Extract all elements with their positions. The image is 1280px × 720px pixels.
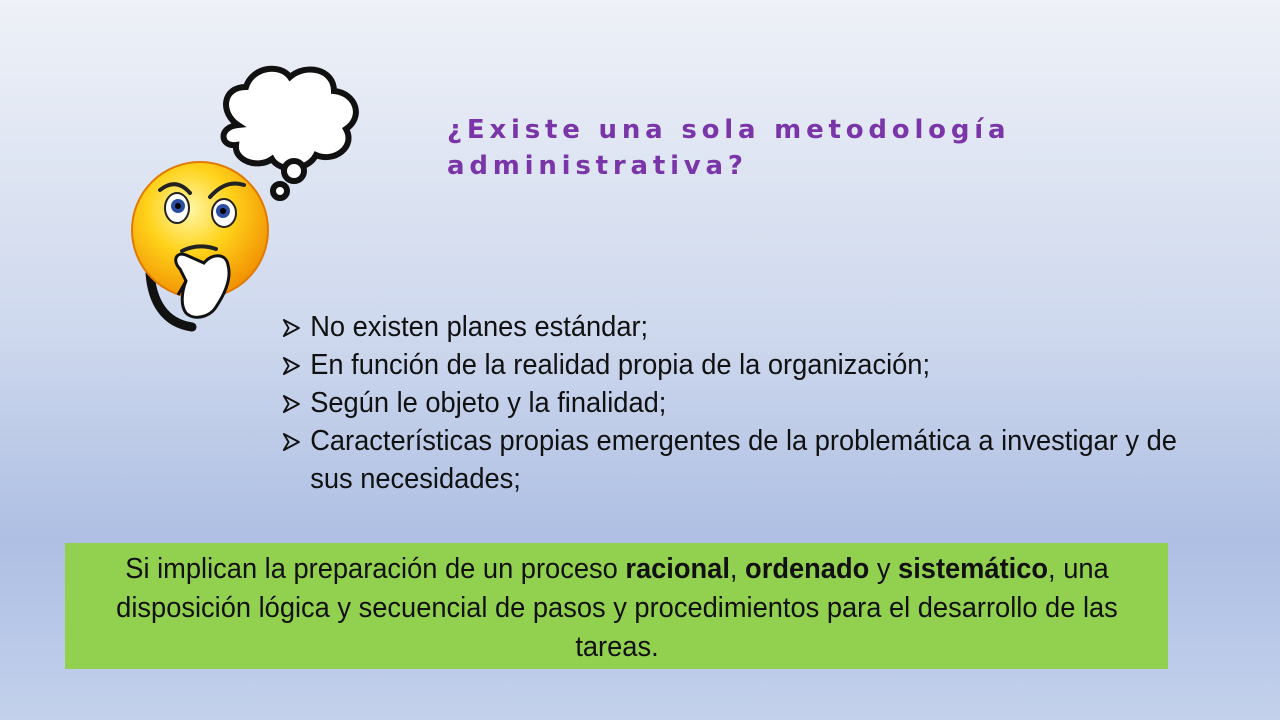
- smiley-face: [132, 162, 268, 327]
- bullet-text: En función de la realidad propia de la organización;: [310, 349, 931, 381]
- bullet-item: [282, 422, 1203, 498]
- hand-icon: [176, 254, 229, 317]
- highlight-text-part: , una disposición lógica y secuencial de pasos y procedimientos para el desarrollo de las tareas.: [116, 553, 1118, 663]
- slide-title-line-1: ¿Existe una sola metodología: [447, 115, 1011, 145]
- bullet-text: Según le objeto y la finalidad;: [310, 387, 667, 419]
- slide-title: [447, 112, 1087, 184]
- highlight-keyword-sistematico: sistemático: [898, 553, 1049, 585]
- highlight-text: [72, 550, 1162, 667]
- bullet-item: [282, 346, 1203, 384]
- bullet-text: No existen planes estándar;: [310, 311, 649, 343]
- highlight-box: [65, 543, 1168, 669]
- highlight-keyword-ordenado: ordenado: [745, 553, 870, 585]
- highlight-text-part: ,: [729, 553, 746, 585]
- arrow-bullet-icon: [282, 318, 301, 338]
- highlight-text-part: Si implican la preparación de un proceso: [125, 553, 626, 585]
- highlight-text-part: y: [869, 553, 899, 585]
- bullet-text: Características propias emergentes de la problemática a investigar y de sus necesidades;: [310, 425, 1177, 495]
- slide-title-line-2: administrativa?: [447, 151, 748, 181]
- arrow-bullet-icon: [282, 394, 301, 414]
- arrow-bullet-icon: [282, 356, 301, 376]
- arrow-bullet-icon: [282, 432, 301, 452]
- bullet-list: [282, 308, 1203, 498]
- bullet-item: [282, 308, 1203, 346]
- highlight-keyword-racional: racional: [625, 553, 730, 585]
- thinking-face-icon: [120, 55, 400, 345]
- bullet-item: [282, 384, 1203, 422]
